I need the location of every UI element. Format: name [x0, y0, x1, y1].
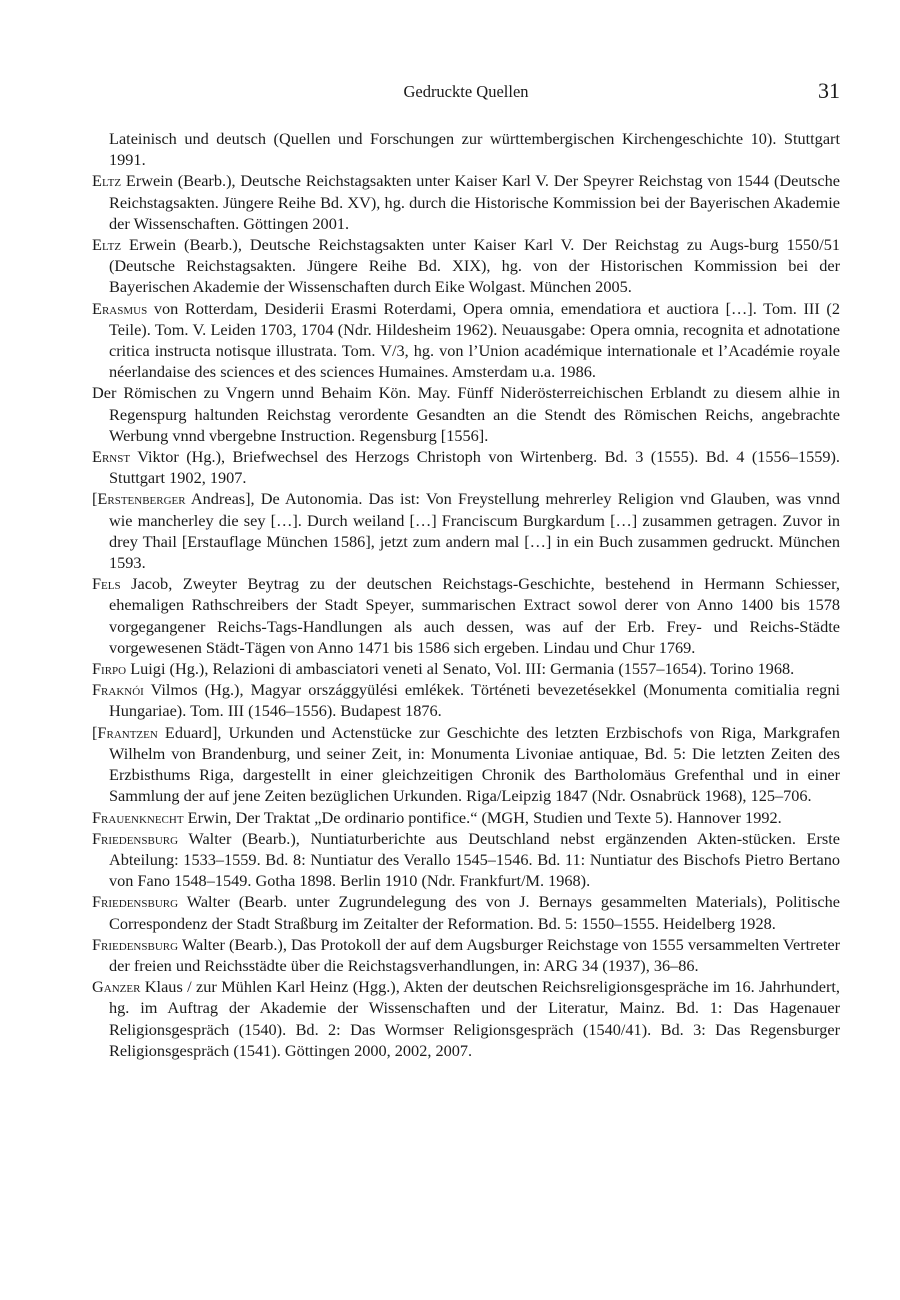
bibliography-entry	[92, 446, 840, 488]
entry-text: Walter (Bearb.), Das Protokoll der auf dem Augsburger Reichstage von 1555 versammelten Vertreter der freien und Reichsstädte über die Reichstagsverhandlungen, in: ARG 34 (1937), 36–86.	[109, 934, 840, 975]
entry-author: Fels	[92, 574, 121, 594]
running-head: Gedruckte Quellen	[403, 82, 529, 101]
entry-author: Eltz	[92, 171, 122, 191]
bibliography-list	[92, 128, 840, 1061]
entry-author: Friedensburg	[92, 828, 179, 848]
entry-author: Ernst	[92, 447, 131, 467]
entry-text: Klaus / zur Mühlen Karl Heinz (Hgg.), Akten der deutschen Reichsreligionsgespräche im 16. Jahrhundert, hg. im Auftrag der Akademie der Wissenschaften und der Literatur, Mainz. Bd. 1: Das Hagenauer Religionsgespräch (1540). Bd. 2: Das Wormser Religionsgespräch (1540/41). Bd. 3: Das Regensburger Religionsgespräch (1541). Göttingen 2000, 2002, 2007.	[109, 977, 840, 1060]
entry-author: Friedensburg	[92, 892, 179, 912]
entry-author: Eltz	[92, 235, 122, 255]
entry-text: Jacob, Zweyter Beytrag zu der deutschen Reichstags-Geschichte, bestehend in Hermann Schiesser, ehemaligen Rathschreibers der Stadt Speyer, summarischen Extract sowol derer von Anno 1400 bis 1578 vorgegangener Reichs-Tags-Handlungen als auch dessen, was auf der Erb. Frey- und Reichs-Städte vorgewesenen Städt-Tägen von Anno 1471 bis 1586 sich ergeben. Lindau und Chur 1769.	[109, 574, 840, 657]
entry-author: Erasmus	[92, 298, 148, 318]
entry-author: [Frantzen	[92, 722, 158, 742]
entry-text: Der Römischen zu Vngern unnd Behaim Kön. May. Fünff Niderösterreichischen Erblandt zu diesem alhie in Regenspurg haltunden Reichstag verordente Gesandten an die Stendt des Römischen Reichs, angebrachte Werbung vnnd vbergebne Instruction. Regensburg [1556].	[92, 383, 840, 445]
bibliography-entry	[92, 807, 840, 828]
entry-author: Frauenknecht	[92, 807, 184, 827]
bibliography-entry	[92, 934, 840, 976]
bibliography-entry	[92, 234, 840, 298]
bibliography-entry	[92, 382, 840, 446]
entry-author: Ganzer	[92, 977, 141, 997]
entry-text: Eduard], Urkunden und Actenstücke zur Geschichte des letzten Erzbischofs von Riga, Markgrafen Wilhelm von Brandenburg, und seiner Zeit, in: Monumenta Livoniae antiquae, Bd. 5: Die letzten Zeiten des Erzbisthums Riga, dargestellt in einer gleichzeitigen Chronik des Bartholomäus Grefenthal und in einer Sammlung der auf jene Zeiten bezüglichen Urkunden. Riga/Leipzig 1847 (Ndr. Osnabrück 1968), 125–706.	[109, 722, 840, 806]
entry-text: von Rotterdam, Desiderii Erasmi Roterdami, Opera omnia, emendatiora et auctiora […]. Tom. III (2 Teile). Tom. V. Leiden 1703, 1704 (Ndr. Hildesheim 1962). Neuausgabe: Opera omnia, recognita et adnotatione critica instructa notisque illustrata. Tom. V/3, hg. von l’Union académique internationale et l’Académie royale néerlandaise des sciences et des sciences Humaines. Amsterdam u.a. 1986.	[109, 298, 840, 382]
entry-text: Walter (Bearb.), Nuntiaturberichte aus Deutschland nebst ergänzenden Akten-stücken. Erste Abteilung: 1533–1559. Bd. 8: Nuntiatur des Verallo 1545–1546. Bd. 11: Nuntiatur des Bischofs Pietro Bertano von Fano 1548–1549. Gotha 1898. Berlin 1910 (Ndr. Frankfurt/M. 1968).	[109, 828, 840, 891]
bibliography-entry	[92, 170, 840, 234]
bibliography-entry	[92, 891, 840, 933]
entry-author: Fraknói	[92, 680, 144, 700]
bibliography-entry	[92, 722, 840, 807]
bibliography-entry	[92, 976, 840, 1061]
bibliography-entry	[92, 573, 840, 658]
entry-text: Walter (Bearb. unter Zugrundelegung des von J. Bernays gesammelten Materials), Politische Correspondenz der Stadt Straßburg im Zeitalter der Reformation. Bd. 5: 1550–1555. Heidelberg 1928.	[109, 892, 840, 933]
entry-text: Erwein (Bearb.), Deutsche Reichstagsakten unter Kaiser Karl V. Der Speyrer Reichstag von 1544 (Deutsche Reichstagsakten. Jüngere Reihe Bd. XV), hg. durch die Historische Kommission bei der Bayerischen Akademie der Wissenschaften. Göttingen 2001.	[109, 171, 840, 233]
entry-text: Vilmos (Hg.), Magyar országgyülési emlékek. Történeti bevezetésekkel (Monumenta comitialia regni Hungariae). Tom. III (1546–1556). Budapest 1876.	[109, 680, 840, 721]
page-number: 31	[818, 78, 840, 103]
entry-text: Luigi (Hg.), Relazioni di ambasciatori veneti al Senato, Vol. III: Germania (1557–1654). Torino 1968.	[126, 659, 795, 679]
entry-author: [Erstenberger	[92, 489, 186, 509]
bibliography-entry	[92, 658, 840, 679]
bibliography-entry	[92, 679, 840, 721]
bibliography-entry	[92, 298, 840, 383]
entry-text: Andreas], De Autonomia. Das ist: Von Freystellung mehrerley Religion vnd Glauben, was vnnd wie mancherley die sey […]. Durch weiland […] Franciscum Burgkardum […] zusammen getragen. Zuvor in drey Thail [Erstauflage München 1586], jetzt zum andern mal […] in ein Buch zusammen gedruckt. München 1593.	[109, 489, 840, 573]
entry-text: Lateinisch und deutsch (Quellen und Forschungen zur württembergischen Kirchengeschichte 10). Stuttgart 1991.	[109, 129, 840, 170]
entry-text: Erwin, Der Traktat „De ordinario pontifice.“ (MGH, Studien und Texte 5). Hannover 1992.	[183, 807, 782, 827]
bibliography-entry	[92, 828, 840, 892]
entry-text: Viktor (Hg.), Briefwechsel des Herzogs Christoph von Wirtenberg. Bd. 3 (1555). Bd. 4 (1556–1559). Stuttgart 1902, 1907.	[109, 447, 840, 488]
entry-author: Firpo	[92, 659, 127, 679]
bibliography-entry-continued	[92, 128, 840, 170]
page-header	[92, 80, 840, 108]
entry-text: Erwein (Bearb.), Deutsche Reichstagsakten unter Kaiser Karl V. Der Reichstag zu Augs-burg 1550/51 (Deutsche Reichstagsakten. Jüngere Reihe Bd. XIX), hg. von der Historischen Kommission bei der Bayerischen Akademie der Wissenschaften durch Eike Wolgast. München 2005.	[109, 235, 840, 297]
entry-author: Friedensburg	[92, 934, 179, 954]
bibliography-entry	[92, 488, 840, 573]
